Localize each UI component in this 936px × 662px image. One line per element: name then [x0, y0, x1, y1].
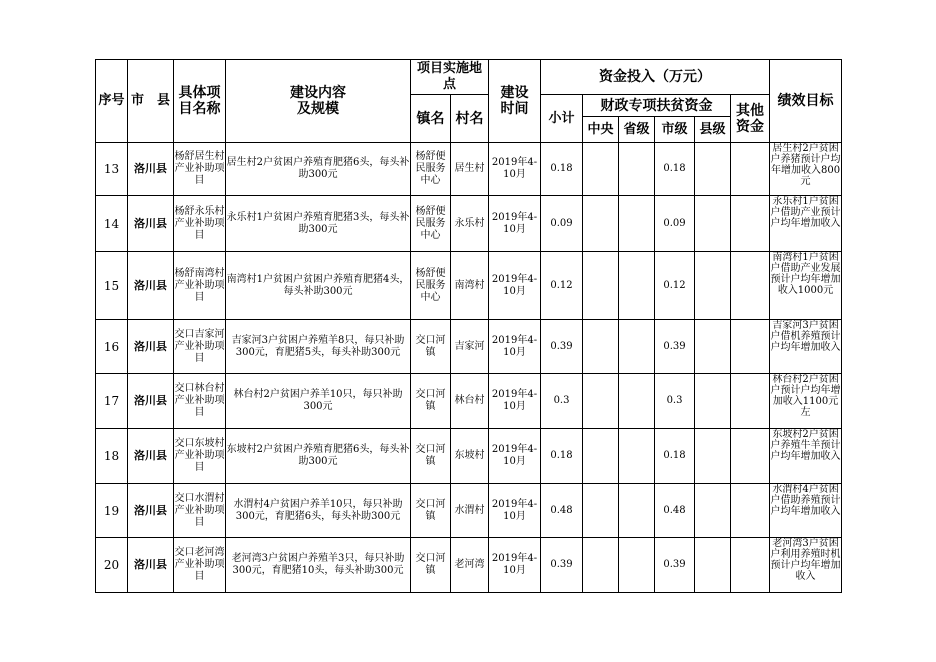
cell-city: 0.18 [655, 429, 695, 484]
cell-time: 2019年4-10月 [489, 538, 541, 593]
header-county: 县级 [695, 117, 731, 143]
cell-countylevel [695, 429, 731, 484]
table-row [96, 374, 842, 429]
goal-text: 南湾村1户贫困户借助产业发展预计户均年增加收入1000元 [770, 252, 841, 296]
header-subtotal: 小计 [541, 95, 583, 143]
cell-content: 林台村2户贫困户养羊10只，每只补助300元 [226, 374, 411, 429]
cell-county: 洛川县 [128, 484, 174, 538]
cell-goal [770, 252, 842, 320]
project-table [95, 59, 842, 593]
cell-seq: 20 [96, 538, 128, 593]
cell-city: 0.09 [655, 196, 695, 252]
cell-city: 0.3 [655, 374, 695, 429]
cell-central [583, 429, 619, 484]
cell-town: 交口河镇 [411, 484, 451, 538]
cell-content: 南湾村1户贫困户贫困户养殖育肥猪4头，每头补助300元 [226, 252, 411, 320]
table-row [96, 538, 842, 593]
cell-subtotal: 0.09 [541, 196, 583, 252]
header-village: 村名 [451, 95, 489, 143]
cell-content: 水渭村4户贫困户养羊10只，每只补助300元，育肥猪6头，每头补助300元 [226, 484, 411, 538]
cell-goal [770, 538, 842, 593]
cell-central [583, 143, 619, 196]
cell-other [731, 196, 770, 252]
cell-county: 洛川县 [128, 538, 174, 593]
cell-other [731, 252, 770, 320]
goal-text: 老河湾3户贫困户利用养殖时机预计户均年增加收入 [770, 538, 841, 582]
cell-province [619, 143, 655, 196]
cell-time: 2019年4-10月 [489, 143, 541, 196]
cell-central [583, 538, 619, 593]
cell-other [731, 143, 770, 196]
cell-project: 杨舒居生村产业补助项目 [174, 143, 226, 196]
cell-goal [770, 143, 842, 196]
cell-central [583, 320, 619, 374]
cell-province [619, 538, 655, 593]
cell-time: 2019年4-10月 [489, 429, 541, 484]
cell-county: 洛川县 [128, 320, 174, 374]
cell-time: 2019年4-10月 [489, 484, 541, 538]
cell-other [731, 374, 770, 429]
header-finance-fund: 财政专项扶贫资金 [583, 95, 731, 117]
cell-town: 交口河镇 [411, 429, 451, 484]
cell-seq: 17 [96, 374, 128, 429]
header-city-county: 市 县 [128, 60, 174, 143]
cell-countylevel [695, 374, 731, 429]
cell-town: 交口河镇 [411, 320, 451, 374]
cell-county: 洛川县 [128, 252, 174, 320]
cell-time: 2019年4-10月 [489, 374, 541, 429]
cell-goal [770, 320, 842, 374]
cell-time: 2019年4-10月 [489, 252, 541, 320]
cell-project: 交口水渭村产业补助项目 [174, 484, 226, 538]
cell-province [619, 374, 655, 429]
cell-countylevel [695, 143, 731, 196]
cell-countylevel [695, 538, 731, 593]
cell-county: 洛川县 [128, 429, 174, 484]
cell-town: 杨舒便民服务中心 [411, 252, 451, 320]
cell-subtotal: 0.48 [541, 484, 583, 538]
cell-village: 水渭村 [451, 484, 489, 538]
cell-project: 交口老河湾产业补助项目 [174, 538, 226, 593]
cell-village: 吉家河 [451, 320, 489, 374]
cell-seq: 14 [96, 196, 128, 252]
cell-central [583, 252, 619, 320]
table-row [96, 143, 842, 196]
cell-county: 洛川县 [128, 374, 174, 429]
header-province: 省级 [619, 117, 655, 143]
cell-province [619, 429, 655, 484]
header-project-name: 具体项目名称 [174, 60, 226, 143]
cell-town: 交口河镇 [411, 538, 451, 593]
cell-town: 杨舒便民服务中心 [411, 196, 451, 252]
cell-countylevel [695, 252, 731, 320]
cell-village: 南湾村 [451, 252, 489, 320]
header-goal: 绩效目标 [770, 60, 842, 143]
cell-subtotal: 0.18 [541, 429, 583, 484]
cell-central [583, 374, 619, 429]
header-funding: 资金投入（万元） [541, 60, 770, 95]
cell-time: 2019年4-10月 [489, 320, 541, 374]
cell-countylevel [695, 320, 731, 374]
cell-village: 老河湾 [451, 538, 489, 593]
cell-seq: 16 [96, 320, 128, 374]
cell-project: 交口吉家河产业补助项目 [174, 320, 226, 374]
cell-subtotal: 0.39 [541, 320, 583, 374]
cell-content: 居生村2户贫困户养殖育肥猪6头，每头补助300元 [226, 143, 411, 196]
cell-village: 居生村 [451, 143, 489, 196]
cell-town: 杨舒便民服务中心 [411, 143, 451, 196]
cell-content: 吉家河3户贫困户养殖羊8只，每只补助300元，育肥猪5头，每头补助300元 [226, 320, 411, 374]
cell-time: 2019年4-10月 [489, 196, 541, 252]
cell-content: 永乐村1户贫困户养殖育肥猪3头，每头补助300元 [226, 196, 411, 252]
cell-province [619, 484, 655, 538]
cell-central [583, 484, 619, 538]
header-city: 市级 [655, 117, 695, 143]
goal-text: 居生村2户贫困户养猪预计户均年增加收入800元 [770, 143, 841, 187]
header-location: 项目实施地点 [411, 60, 489, 95]
header-town: 镇名 [411, 95, 451, 143]
cell-goal [770, 429, 842, 484]
cell-city: 0.39 [655, 538, 695, 593]
cell-countylevel [695, 484, 731, 538]
cell-province [619, 196, 655, 252]
cell-seq: 19 [96, 484, 128, 538]
cell-content: 老河湾3户贫困户养殖羊3只，每只补助300元，育肥猪10头，每头补助300元 [226, 538, 411, 593]
cell-village: 林台村 [451, 374, 489, 429]
cell-village: 永乐村 [451, 196, 489, 252]
cell-project: 杨舒南湾村产业补助项目 [174, 252, 226, 320]
header-content: 建设内容 及规模 [226, 60, 411, 143]
cell-seq: 18 [96, 429, 128, 484]
header-seq: 序号 [96, 60, 128, 143]
cell-province [619, 252, 655, 320]
cell-city: 0.39 [655, 320, 695, 374]
table-body [96, 143, 842, 593]
cell-other [731, 538, 770, 593]
cell-content: 东坡村2户贫困户养殖育肥猪6头，每头补助300元 [226, 429, 411, 484]
cell-county: 洛川县 [128, 143, 174, 196]
goal-text: 永乐村1户贫困户借助产业预计户均年增加收入 [770, 196, 841, 229]
cell-goal [770, 484, 842, 538]
cell-province [619, 320, 655, 374]
cell-countylevel [695, 196, 731, 252]
cell-seq: 15 [96, 252, 128, 320]
cell-other [731, 429, 770, 484]
cell-central [583, 196, 619, 252]
table-header [96, 60, 842, 143]
goal-text: 水渭村4户贫困户借助养殖预计户均年增加收入 [770, 484, 841, 517]
cell-city: 0.18 [655, 143, 695, 196]
cell-goal [770, 374, 842, 429]
cell-project: 杨舒永乐村产业补助项目 [174, 196, 226, 252]
cell-other [731, 484, 770, 538]
cell-project: 交口东坡村产业补助项目 [174, 429, 226, 484]
table-row [96, 196, 842, 252]
cell-city: 0.48 [655, 484, 695, 538]
table-row [96, 484, 842, 538]
cell-subtotal: 0.3 [541, 374, 583, 429]
header-build-time: 建设 时间 [489, 60, 541, 143]
cell-subtotal: 0.12 [541, 252, 583, 320]
cell-subtotal: 0.39 [541, 538, 583, 593]
cell-village: 东坡村 [451, 429, 489, 484]
goal-text: 吉家河3户贫困户借机养殖预计户均年增加收入 [770, 320, 841, 353]
cell-county: 洛川县 [128, 196, 174, 252]
table-row [96, 252, 842, 320]
cell-other [731, 320, 770, 374]
table-row [96, 320, 842, 374]
cell-town: 交口河镇 [411, 374, 451, 429]
cell-seq: 13 [96, 143, 128, 196]
cell-city: 0.12 [655, 252, 695, 320]
goal-text: 林台村2户贫困户预计户均年增加收入1100元左 [770, 374, 841, 418]
header-central: 中央 [583, 117, 619, 143]
cell-project: 交口林台村产业补助项目 [174, 374, 226, 429]
header-other-fund: 其他 资金 [731, 95, 770, 143]
table-row [96, 429, 842, 484]
cell-subtotal: 0.18 [541, 143, 583, 196]
goal-text: 东坡村2户贫困户养殖牛羊预计户均年增加收入 [770, 429, 841, 462]
cell-goal [770, 196, 842, 252]
